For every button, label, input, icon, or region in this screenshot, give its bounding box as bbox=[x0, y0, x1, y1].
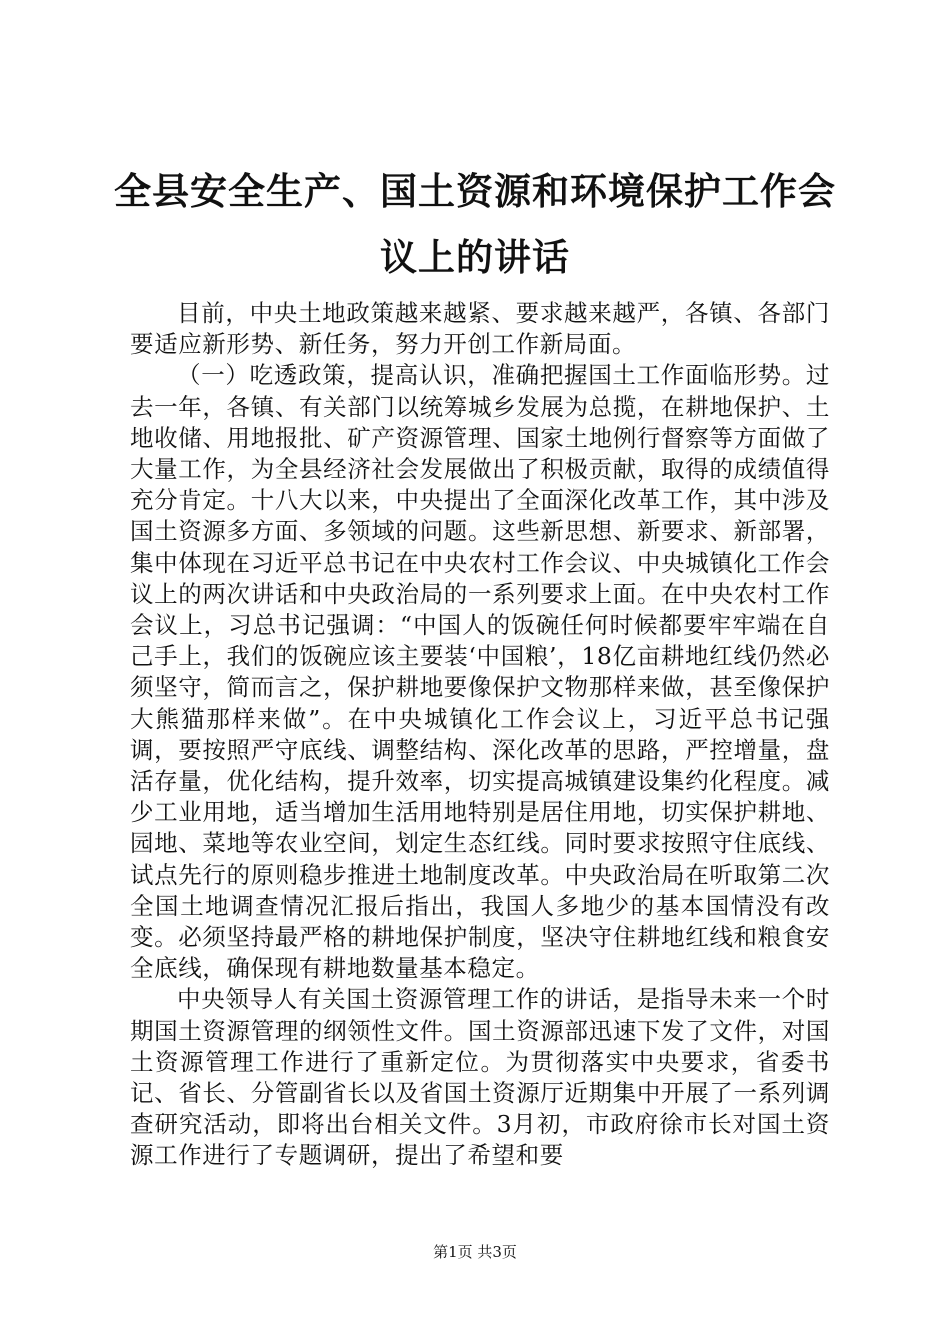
page-number-footer: 第1页 共3页 bbox=[433, 1243, 517, 1261]
paragraph-1: 目前，中央土地政策越来越紧、要求越来越严，各镇、各部门要适应新形势、新任务，努力开创工作新局面。 bbox=[130, 299, 830, 359]
paragraph-2: （一）吃透政策，提高认识，准确把握国土工作面临形势。过去一年，各镇、有关部门以统筹城乡发展为总揽，在耕地保护、土地收储、用地报批、矿产资源管理、国家土地例行督察等方面做了大量工作，为全县经济社会发展做出了积极贡献，取得的成绩值得充分肯定。十八大以来，中央提出了全面深化改革工作，其中涉及国土资源多方面、多领域的问题。这些新思想、新要求、新部署，集中体现在习近平总书记在中央农村工作会议、中央城镇化工作会议上的两次讲话和中央政治局的一系列要求上面。在中央农村工作会议上，习总书记强调：“中国人的饭碗任何时候都要牢牢端在自己手上，我们的饭碗应该主要装‘中国粮’，18亿亩耕地红线仍然必须坚守，简而言之，保护耕地要像保护文物那样来做，甚至像保护大熊猫那样来做”。在中央城镇化工作会议上，习近平总书记强调，要按照严守底线、调整结构、深化改革的思路，严控增量，盘活存量，优化结构，提升效率，切实提高城镇建设集约化程度。减少工业用地，适当增加生活用地特别是居住用地，切实保护耕地、园地、菜地等农业空间，划定生态红线。同时要求按照守住底线、试点先行的原则稳步推进土地制度改革。中央政治局在听取第二次全国土地调查情况汇报后指出，我国人多地少的基本国情没有改变。必须坚持最严格的耕地保护制度，坚决守住耕地红线和粮食安全底线，确保现有耕地数量基本稳定。 bbox=[130, 361, 830, 983]
document-title: 全县安全生产、国土资源和环境保护工作会议上的讲话 bbox=[114, 169, 836, 279]
paragraph-3: 中央领导人有关国土资源管理工作的讲话，是指导未来一个时期国土资源管理的纲领性文件。国土资源部迅速下发了文件，对国土资源管理工作进行了重新定位。为贯彻落实中央要求，省委书记、省长、分管副省长以及省国土资源厅近期集中开展了一系列调查研究活动，即将出台相关文件。3月初，市政府徐市长对国土资源工作进行了专题调研，提出了希望和要 bbox=[130, 985, 830, 1170]
document-body bbox=[130, 298, 830, 1172]
